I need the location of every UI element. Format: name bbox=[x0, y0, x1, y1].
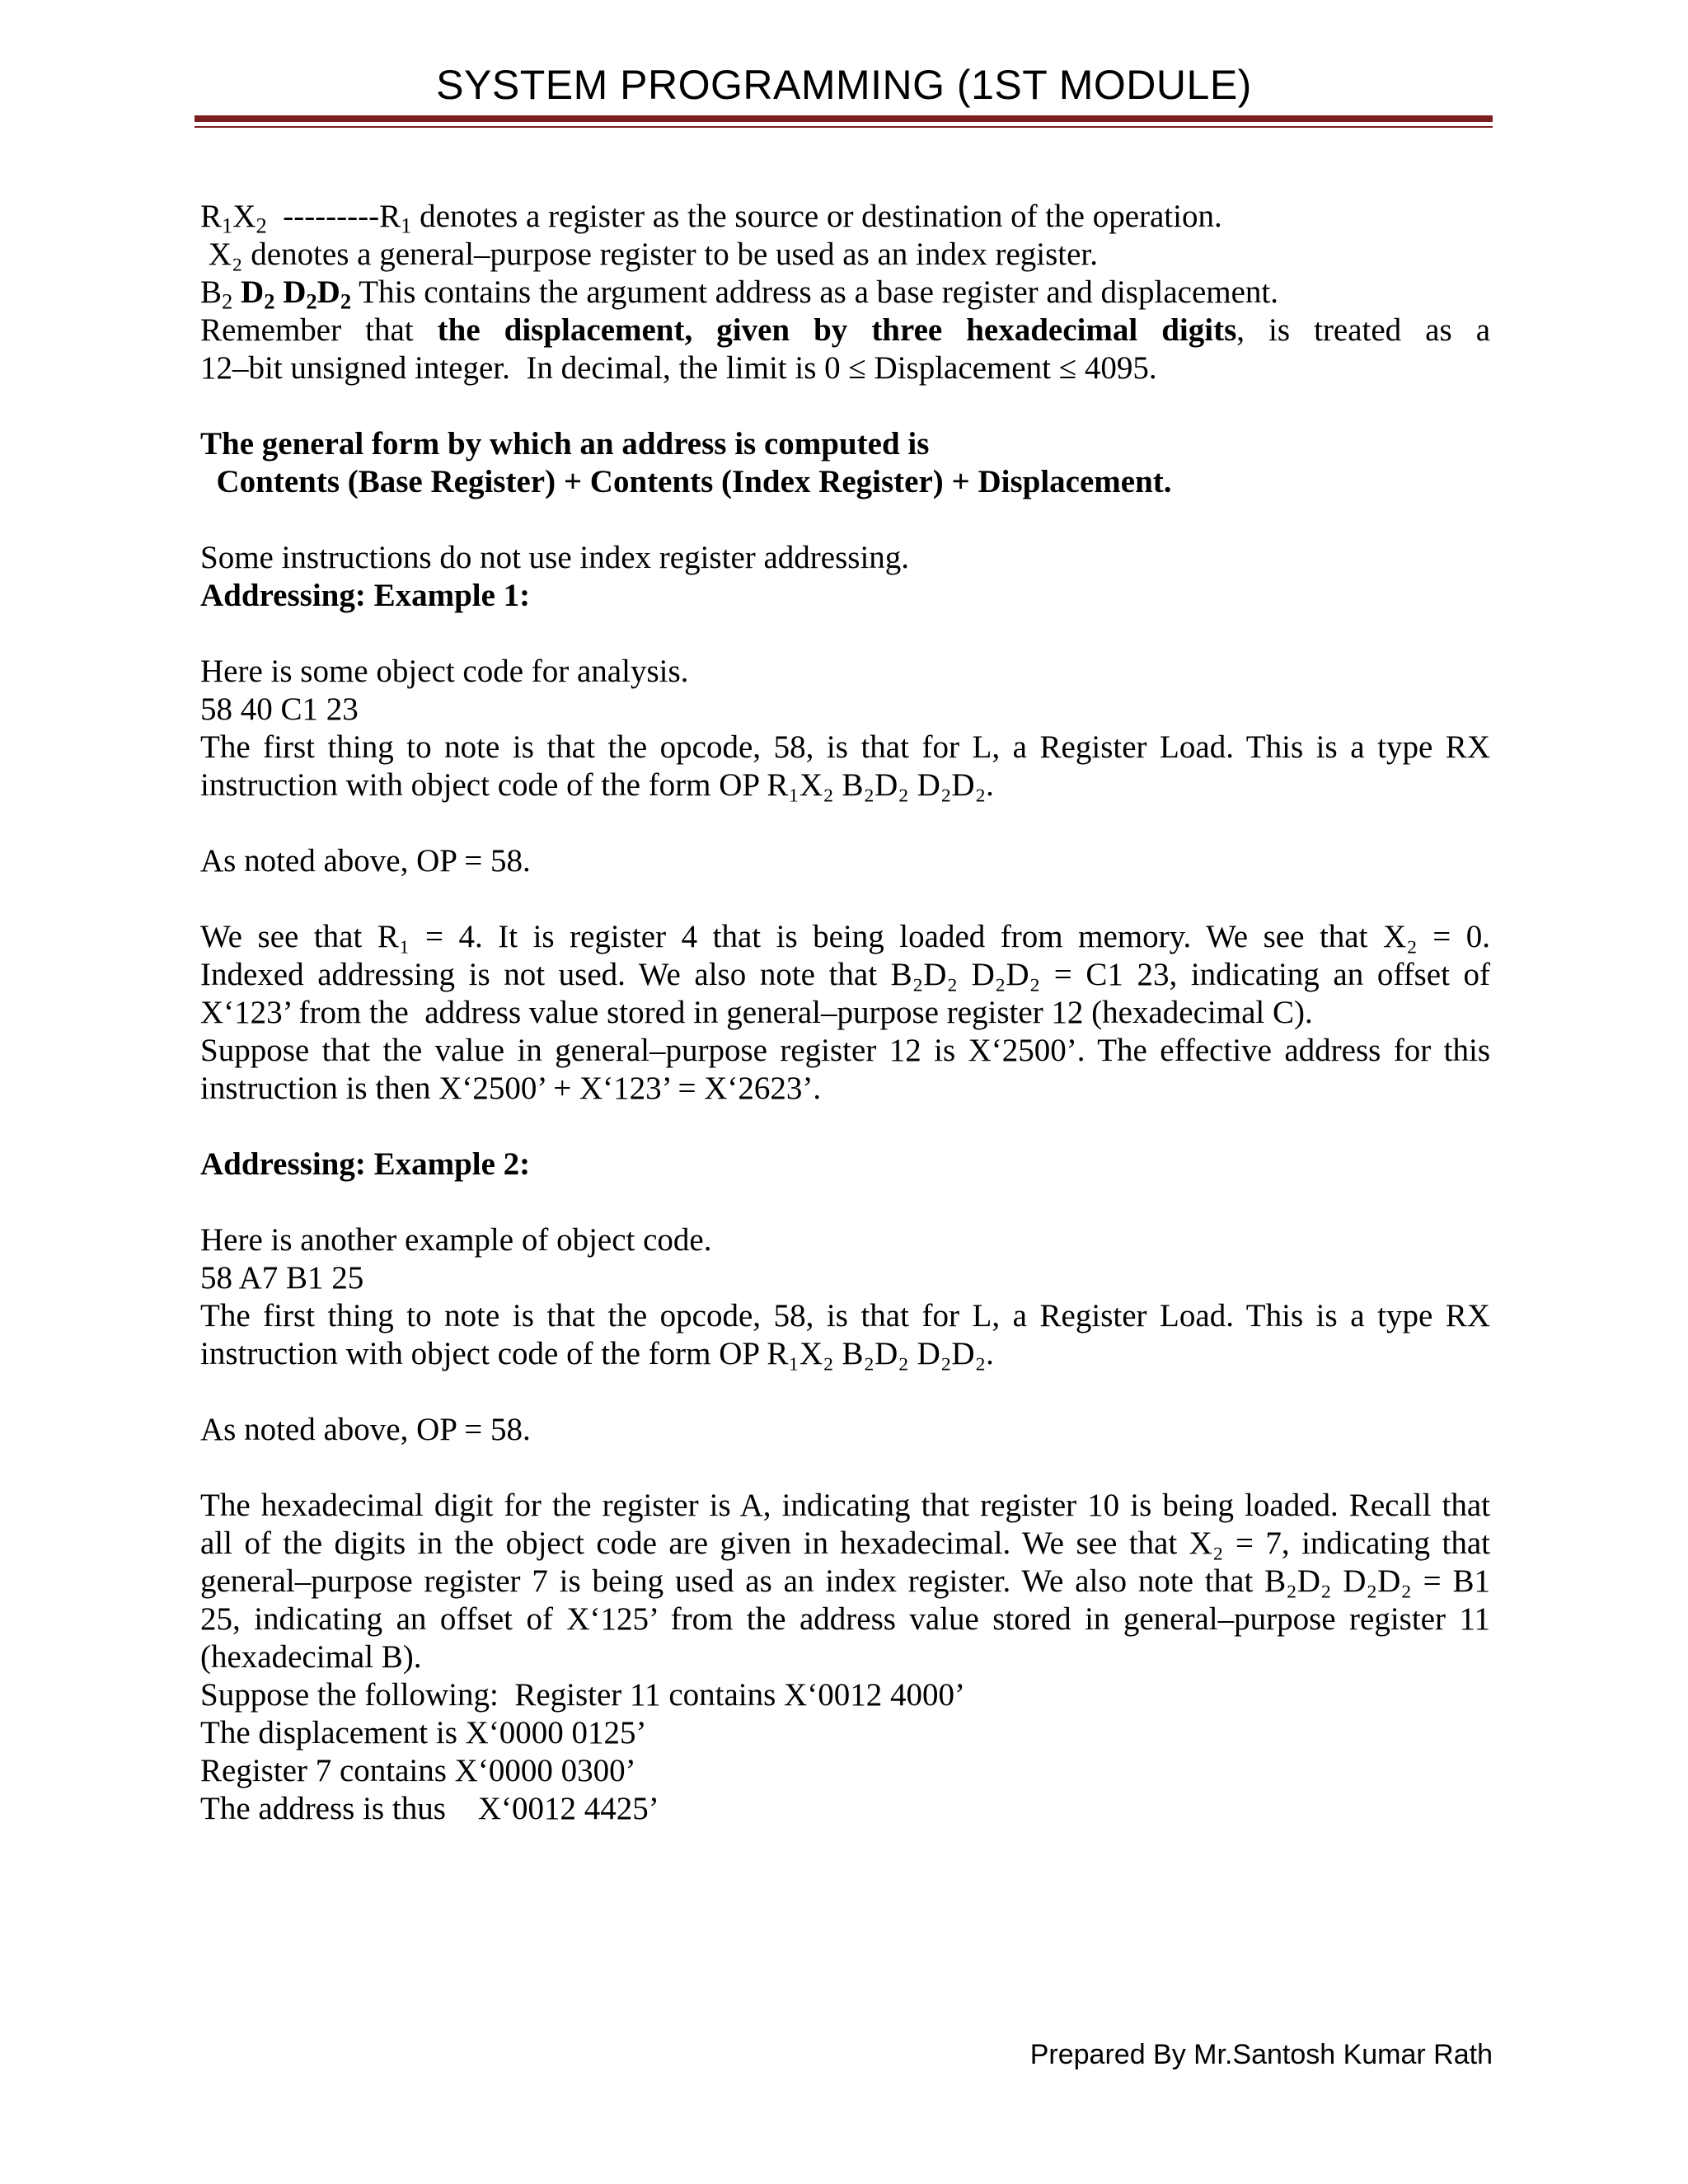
ex2-op: As noted above, OP = 58. bbox=[200, 1412, 531, 1447]
header-rule-thin bbox=[195, 126, 1493, 128]
ex1-intro: Here is some object code for analysis. bbox=[200, 654, 689, 689]
ex2-hex-line1: The hexadecimal digit for the register is A, indicating that register 10 is being loaded. Recall that bbox=[200, 1488, 1490, 1523]
ex2-code: 58 A7 B1 25 bbox=[200, 1260, 364, 1296]
ex1-code: 58 40 C1 23 bbox=[200, 691, 359, 727]
example2-heading: Addressing: Example 2: bbox=[200, 1146, 531, 1182]
ex1-first-thing: The first thing to note is that the opcode, 58, is that for L, a Register Load. This is a type RX bbox=[200, 729, 1490, 765]
ex1-indexed: Indexed addressing is not used. We also note that B₂D₂ D₂D₂ = C1 23, indicating an offset of bbox=[200, 957, 1490, 992]
document-body bbox=[200, 198, 1490, 1828]
ex1-offset: X‘123’ from the address value stored in general–purpose register 12 (hexadecimal C). bbox=[200, 995, 1313, 1030]
line-x2-desc: X₂ denotes a general–purpose register to be used as an index register. bbox=[200, 237, 1098, 272]
line-b2d2: $B_2$ $D_2$ $D_2D_2$ This contains the argument address as a base register and displacement. bbox=[200, 274, 1278, 314]
ex1-result: instruction is then X‘2500’ + X‘123’ = X‘2623’. bbox=[200, 1071, 822, 1106]
ex2-hex-line4: 25, indicating an offset of X‘125’ from the address value stored in general–purpose register 11 bbox=[200, 1601, 1490, 1637]
ex2-hex-line3: general–purpose register 7 is being used as an index register. We also note that B₂D₂ D₂D₂ = B1 bbox=[200, 1563, 1490, 1599]
ex1-op: As noted above, OP = 58. bbox=[200, 843, 531, 879]
line-remember bbox=[200, 312, 1490, 349]
header-rule-thick bbox=[195, 115, 1493, 122]
ex2-suppose-register7: Register 7 contains X‘0000 0300’ bbox=[200, 1753, 636, 1788]
ex2-hex-line2: all of the digits in the object code are given in hexadecimal. We see that X₂ = 7, indicating that bbox=[200, 1526, 1490, 1561]
line-r1x2: $R_1X_2$ $---------R_1$ denotes a register as the source or destination of the operation. bbox=[200, 199, 1222, 238]
index-note: Some instructions do not use index register addressing. bbox=[200, 540, 910, 575]
ex2-suppose-address: The address is thus X‘0012 4425’ bbox=[200, 1791, 659, 1826]
ex1-suppose: Suppose that the value in general–purpose register 12 is X‘2500’. The effective address for this bbox=[200, 1033, 1490, 1068]
ex2-form: instruction with object code of the form OP R₁X₂ B₂D₂ D₂D₂. bbox=[200, 1336, 994, 1371]
ex2-suppose-register11: Suppose the following: Register 11 contains X‘0012 4000’ bbox=[200, 1677, 965, 1713]
b2d2-desc: This contains the argument address as a base register and displacement. bbox=[351, 274, 1278, 310]
line-12bit: 12–bit unsigned integer. In decimal, the limit is 0 ≤ Displacement ≤ 4095. bbox=[200, 350, 1157, 386]
ex2-first-thing: The first thing to note is that the opcode, 58, is that for L, a Register Load. This is a type RX bbox=[200, 1298, 1490, 1333]
remember-text-a: Remember that bbox=[200, 312, 438, 348]
ex2-intro: Here is another example of object code. bbox=[200, 1222, 712, 1258]
ex2-hex-line5: (hexadecimal B). bbox=[200, 1639, 422, 1675]
page-header-title: SYSTEM PROGRAMMING (1ST MODULE) bbox=[436, 62, 1252, 108]
general-form-formula: Contents (Base Register) + Contents (Index Register) + Displacement. bbox=[200, 464, 1172, 499]
example1-heading: Addressing: Example 1: bbox=[200, 578, 531, 613]
general-form-heading: The general form by which an address is computed is bbox=[200, 426, 930, 462]
ex1-form: instruction with object code of the form OP R₁X₂ B₂D₂ D₂D₂. bbox=[200, 767, 994, 803]
remember-text-c: , is treated as a bbox=[1236, 312, 1491, 348]
remember-text-bold: the displacement, given by three hexadecimal digits bbox=[437, 312, 1237, 348]
ex2-suppose-displacement: The displacement is X‘0000 0125’ bbox=[200, 1715, 647, 1750]
ex1-r1: We see that R₁ = 4. It is register 4 that is being loaded from memory. We see that X₂ = 0. bbox=[200, 919, 1490, 954]
footer-prepared-by: Prepared By Mr.Santosh Kumar Rath bbox=[1029, 2039, 1493, 2070]
